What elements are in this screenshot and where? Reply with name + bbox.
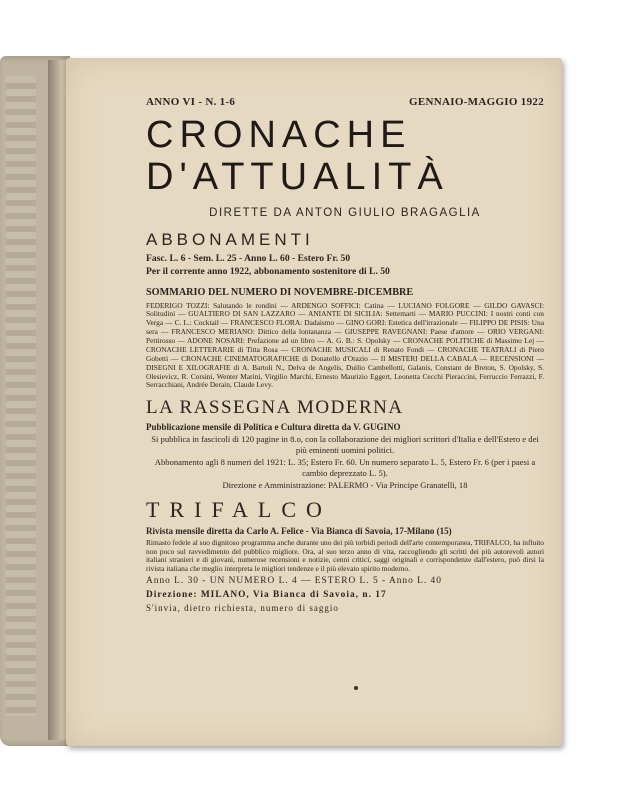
rassegna-director: V. GUGINO [353,421,401,432]
issue-date: GENNAIO-MAGGIO 1922 [409,96,544,108]
rassegna-subtitle: Pubblicazione mensile di Politica e Cultura diretta da [146,421,352,432]
abbonamenti-prices: Fasc. L. 6 - Sem. L. 25 - Anno L. 60 - Estero Fr. 50 [146,252,351,264]
trifalco-subtitle: Rivista mensile diretta da Carlo A. Felice - Via Bianca di Savoia, 17-Milano (15) [146,525,452,536]
trifalco-direction: Direzione: MILANO, Via Bianca di Savoia, n. 17 [146,589,387,600]
trifalco-prices: Anno L. 30 - UN NUMERO L. 4 — ESTERO L. 5 - Anno L. 40 [146,576,442,587]
trifalco-title: TRIFALCO [146,496,332,522]
rassegna-title: LA RASSEGNA MODERNA [146,397,404,419]
masthead-line-1: CRONACHE [146,114,412,157]
rassegna-description: Si pubblica in fascicoli di 120 pagine in 8.o, con la collaborazione dei migliori scrittori d'Italia e dell'Estero e dei più eminenti uomini politici. [151,434,539,455]
summary-text: FEDERIGO TOZZI: Salutando le rondini — ARDENGO SOFFICI: Catina — LUCIANO FOLGORE — GILDO GAVASCI: Solitudini — GUALTIERO DI SAN LAZZARO — ANIANTE DI SICILIA: Settemarti — MARIO PUCCINI: I nostri conti con Verga — C. L.: Cocktail — FRANCESCO FLORA: Dadaismo — GINO GORI: Estetica dell'irrazionale — FILIPPO DE PISIS: Una sera — FRANCESCO MERIANO: Dittico della lontananza — GIUSEPPE RAVEGNANI: Paese d'amore — ORIO VERGANI: Pettirosso — ADONE NOSARI: Prefazione ad un libro — A. G. B.: S. Opolsky — CRONACHE POLITICHE di Massimo Lej — CRONACHE LETTERARIE di Titta Rosa — CRONACHE MUSICALI di Renato Fondi — CRONACHE TEATRALI di Piero Gobetti — CRONACHE CINEMATOGRAFICHE di Donatello d'Orazio — Il MISTERI DELLA CABALA — RECENSIONI — DISEGNI E XILOGRAFIE di A. Bartoli N., Delva de Angelis, Duilio Cambellotti, Galanis, Constant de Breton, S. Opolsky, S. Olesievicz, R. Corsini, Wenter Marini, Virgilio Marchi, Ernesto Maurizio Eggert, Leonetta Cecchi Pieraccini, Ferruccio Ferrazzi, F. Serracchiani, Andrée Derain, Claude Levy. [146,300,544,390]
ink-dot [354,686,358,690]
masthead-line-2: D'ATTUALITÀ [146,156,449,199]
trifalco-body: Rimasto fedele al suo dignitoso programma anche durante uno dei più torbidi periodi dell'arte contemporanea, TRIFALCO, ha influito non poco sul ravvedimento del pubblico migliore. Ora, al suo terzo anno di vita, raccogliendo gli scritti dei più autorevoli autori italiani stranieri e di giovani, numerose recensioni e notizie, cenni critici, saggi originali e corrispondenze dall'estero, può dirsi la rivista italiana che meglio interpreta le migliori tendenze e il più elevato spirito moderno. [146,537,544,574]
masthead-title [146,115,544,199]
abbonamenti-supporter: Per il corrente anno 1922, abbonamento sostenitore di L. 50 [146,266,390,278]
magazine-cover-page [66,58,562,746]
cover-content [146,96,544,616]
directors-line: DIRETTE DA ANTON GIULIO BRAGAGLIA [209,207,481,219]
rassegna-address: Direzione e Amministrazione: PALERMO - Via Principe Granatelli, 18 [222,480,468,491]
abbonamenti-title: ABBONAMENTI [146,230,314,250]
rassegna-subscription: Abbonamento agli 8 numeri del 1921: L. 35; Estero Fr. 60. Un numero separato L. 5, Estero Fr. 6 (per i paesi a cambio deprezzato L. 5). [154,457,536,478]
issue-number: ANNO VI - N. 1-6 [146,96,236,108]
issue-line [146,96,544,109]
trifalco-request: S'invia, dietro richiesta, numero di saggio [146,603,339,614]
summary-title: SOMMARIO DEL NUMERO DI NOVEMBRE-DICEMBRE [146,287,414,299]
